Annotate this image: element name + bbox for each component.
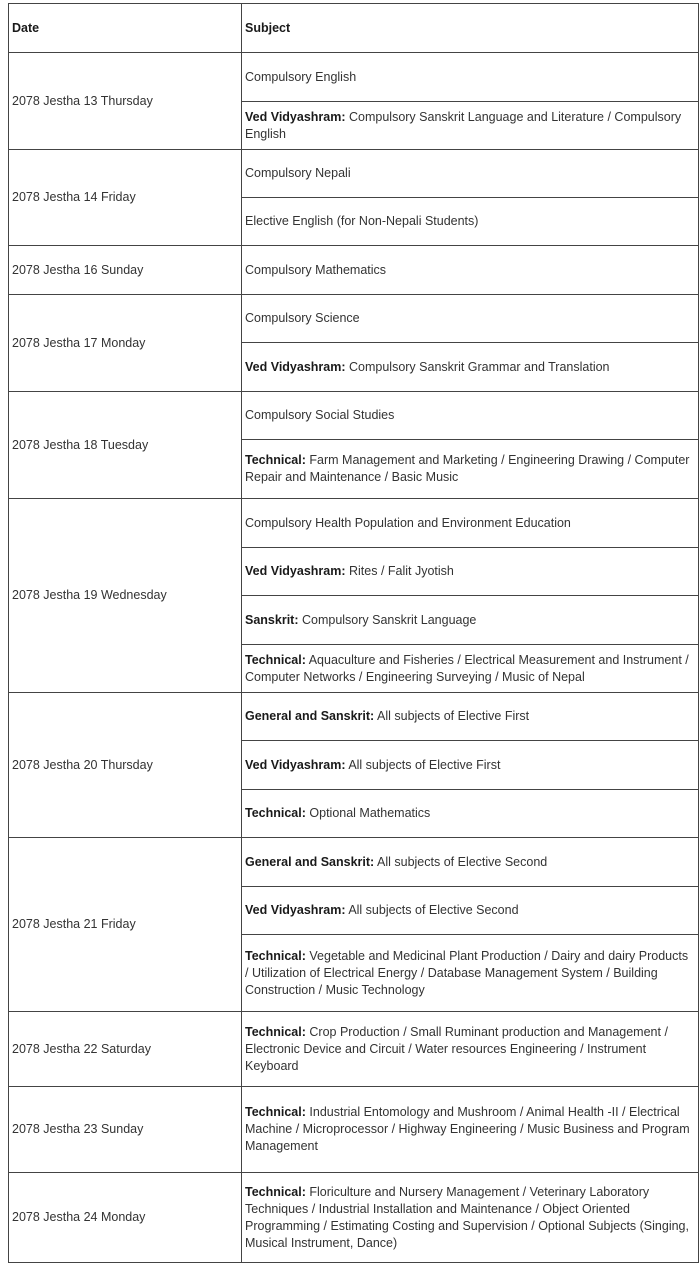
subject-text: All subjects of Elective First [348,757,501,772]
subject-text: Industrial Entomology and Mushroom / Animal Health -II / Electrical Machine / Microprocessor / Highway Engineering / Music Business and Program Management [245,1105,690,1153]
date-cell: 2078 Jestha 23 Sunday [9,1087,242,1173]
table-row [9,53,699,102]
subject-cell [242,693,699,741]
subject-text: All subjects of Elective Second [348,903,519,917]
subject-cell [242,596,699,645]
table-row [9,1173,699,1263]
header-row [9,4,699,53]
subject-text: Compulsory English [245,69,357,84]
subject-cell [242,246,699,295]
subject-prefix: Technical: [245,806,306,820]
table-row [9,392,699,440]
subject-cell [242,645,699,693]
subject-cell [242,392,699,440]
table-row [9,150,699,198]
subject-text: Compulsory Sanskrit Grammar and Translation [349,359,610,374]
subject-text: Crop Production / Small Ruminant production and Management / Electronic Device and Circuit / Water resources Engineering / Instrument Keyboard [245,1024,668,1073]
subject-text: Elective English (for Non-Nepali Students) [245,214,479,228]
table-row [9,246,699,295]
table-row [9,1087,699,1173]
subject-text: Compulsory Science [245,311,360,325]
subject-cell [242,499,699,548]
subject-cell [242,887,699,935]
subject-cell [242,150,699,198]
subject-prefix: Technical: [245,948,306,963]
subject-cell [242,295,699,343]
subject-text: Vegetable and Medicinal Plant Production / Dairy and dairy Products / Utilization of Electrical Energy / Database Management System / Building Construction / Music Technology [245,948,689,997]
subject-cell [242,838,699,887]
subject-prefix: Technical: [245,453,306,467]
subject-cell [242,790,699,838]
date-cell: 2078 Jestha 16 Sunday [9,246,242,295]
date-cell: 2078 Jestha 17 Monday [9,295,242,392]
table-row [9,838,699,887]
subject-text: All subjects of Elective First [377,709,530,723]
subject-prefix: General and Sanskrit: [245,854,375,869]
date-cell: 2078 Jestha 24 Monday [9,1173,242,1263]
table-row [9,693,699,741]
subject-prefix: General and Sanskrit: [245,709,375,723]
subject-prefix: Ved Vidyashram: [245,109,346,124]
subject-cell [242,198,699,246]
subject-text: Compulsory Sanskrit Language [301,612,477,627]
date-cell: 2078 Jestha 21 Friday [9,838,242,1012]
subject-cell [242,935,699,1012]
subject-cell [242,343,699,392]
subject-text: Compulsory Health Population and Environment Education [245,515,571,530]
subject-text: Compulsory Sanskrit Language and Literature / Compulsory English [245,109,682,141]
date-cell: 2078 Jestha 19 Wednesday [9,499,242,693]
subject-text: Optional Mathematics [309,806,431,820]
subject-text: Compulsory Social Studies [245,408,395,422]
subject-prefix: Technical: [245,652,306,667]
subject-text: Farm Management and Marketing / Engineering Drawing / Computer Repair and Maintenance / Basic Music [245,453,690,484]
subject-cell [242,548,699,596]
subject-cell [242,1087,699,1173]
table-row [9,1012,699,1087]
date-cell: 2078 Jestha 14 Friday [9,150,242,246]
date-cell: 2078 Jestha 13 Thursday [9,53,242,150]
subject-prefix: Technical: [245,1184,306,1199]
subject-text: Floriculture and Nursery Management / Veterinary Laboratory Techniques / Industrial Installation and Maintenance / Object Oriented Programming / Estimating Costing and Supervision / Optional Subjects (Singing, Musical Instrument, Dance) [245,1184,689,1250]
subject-prefix: Ved Vidyashram: [245,359,346,374]
date-cell: 2078 Jestha 22 Saturday [9,1012,242,1087]
subject-prefix: Technical: [245,1105,306,1119]
subject-column-header: Subject [242,4,699,53]
table-row [9,499,699,548]
subject-cell [242,741,699,790]
subject-prefix: Ved Vidyashram: [245,564,346,578]
subject-prefix: Technical: [245,1024,306,1039]
subject-cell [242,440,699,499]
subject-text: Compulsory Nepali [245,166,351,180]
subject-cell [242,53,699,102]
subject-cell [242,102,699,150]
date-cell: 2078 Jestha 18 Tuesday [9,392,242,499]
subject-text: Compulsory Mathematics [245,262,387,277]
subject-text: Rites / Falit Jyotish [349,564,454,578]
exam-schedule-table [8,3,699,1263]
subject-prefix: Ved Vidyashram: [245,757,346,772]
subject-text: Aquaculture and Fisheries / Electrical Measurement and Instrument / Computer Networks / Engineering Surveying / Music of Nepal [245,652,689,684]
subject-text: All subjects of Elective Second [377,854,548,869]
date-cell: 2078 Jestha 20 Thursday [9,693,242,838]
subject-prefix: Ved Vidyashram: [245,903,346,917]
subject-cell [242,1173,699,1263]
subject-cell [242,1012,699,1087]
date-column-header: Date [9,4,242,53]
table-row [9,295,699,343]
subject-prefix: Sanskrit: [245,612,299,627]
